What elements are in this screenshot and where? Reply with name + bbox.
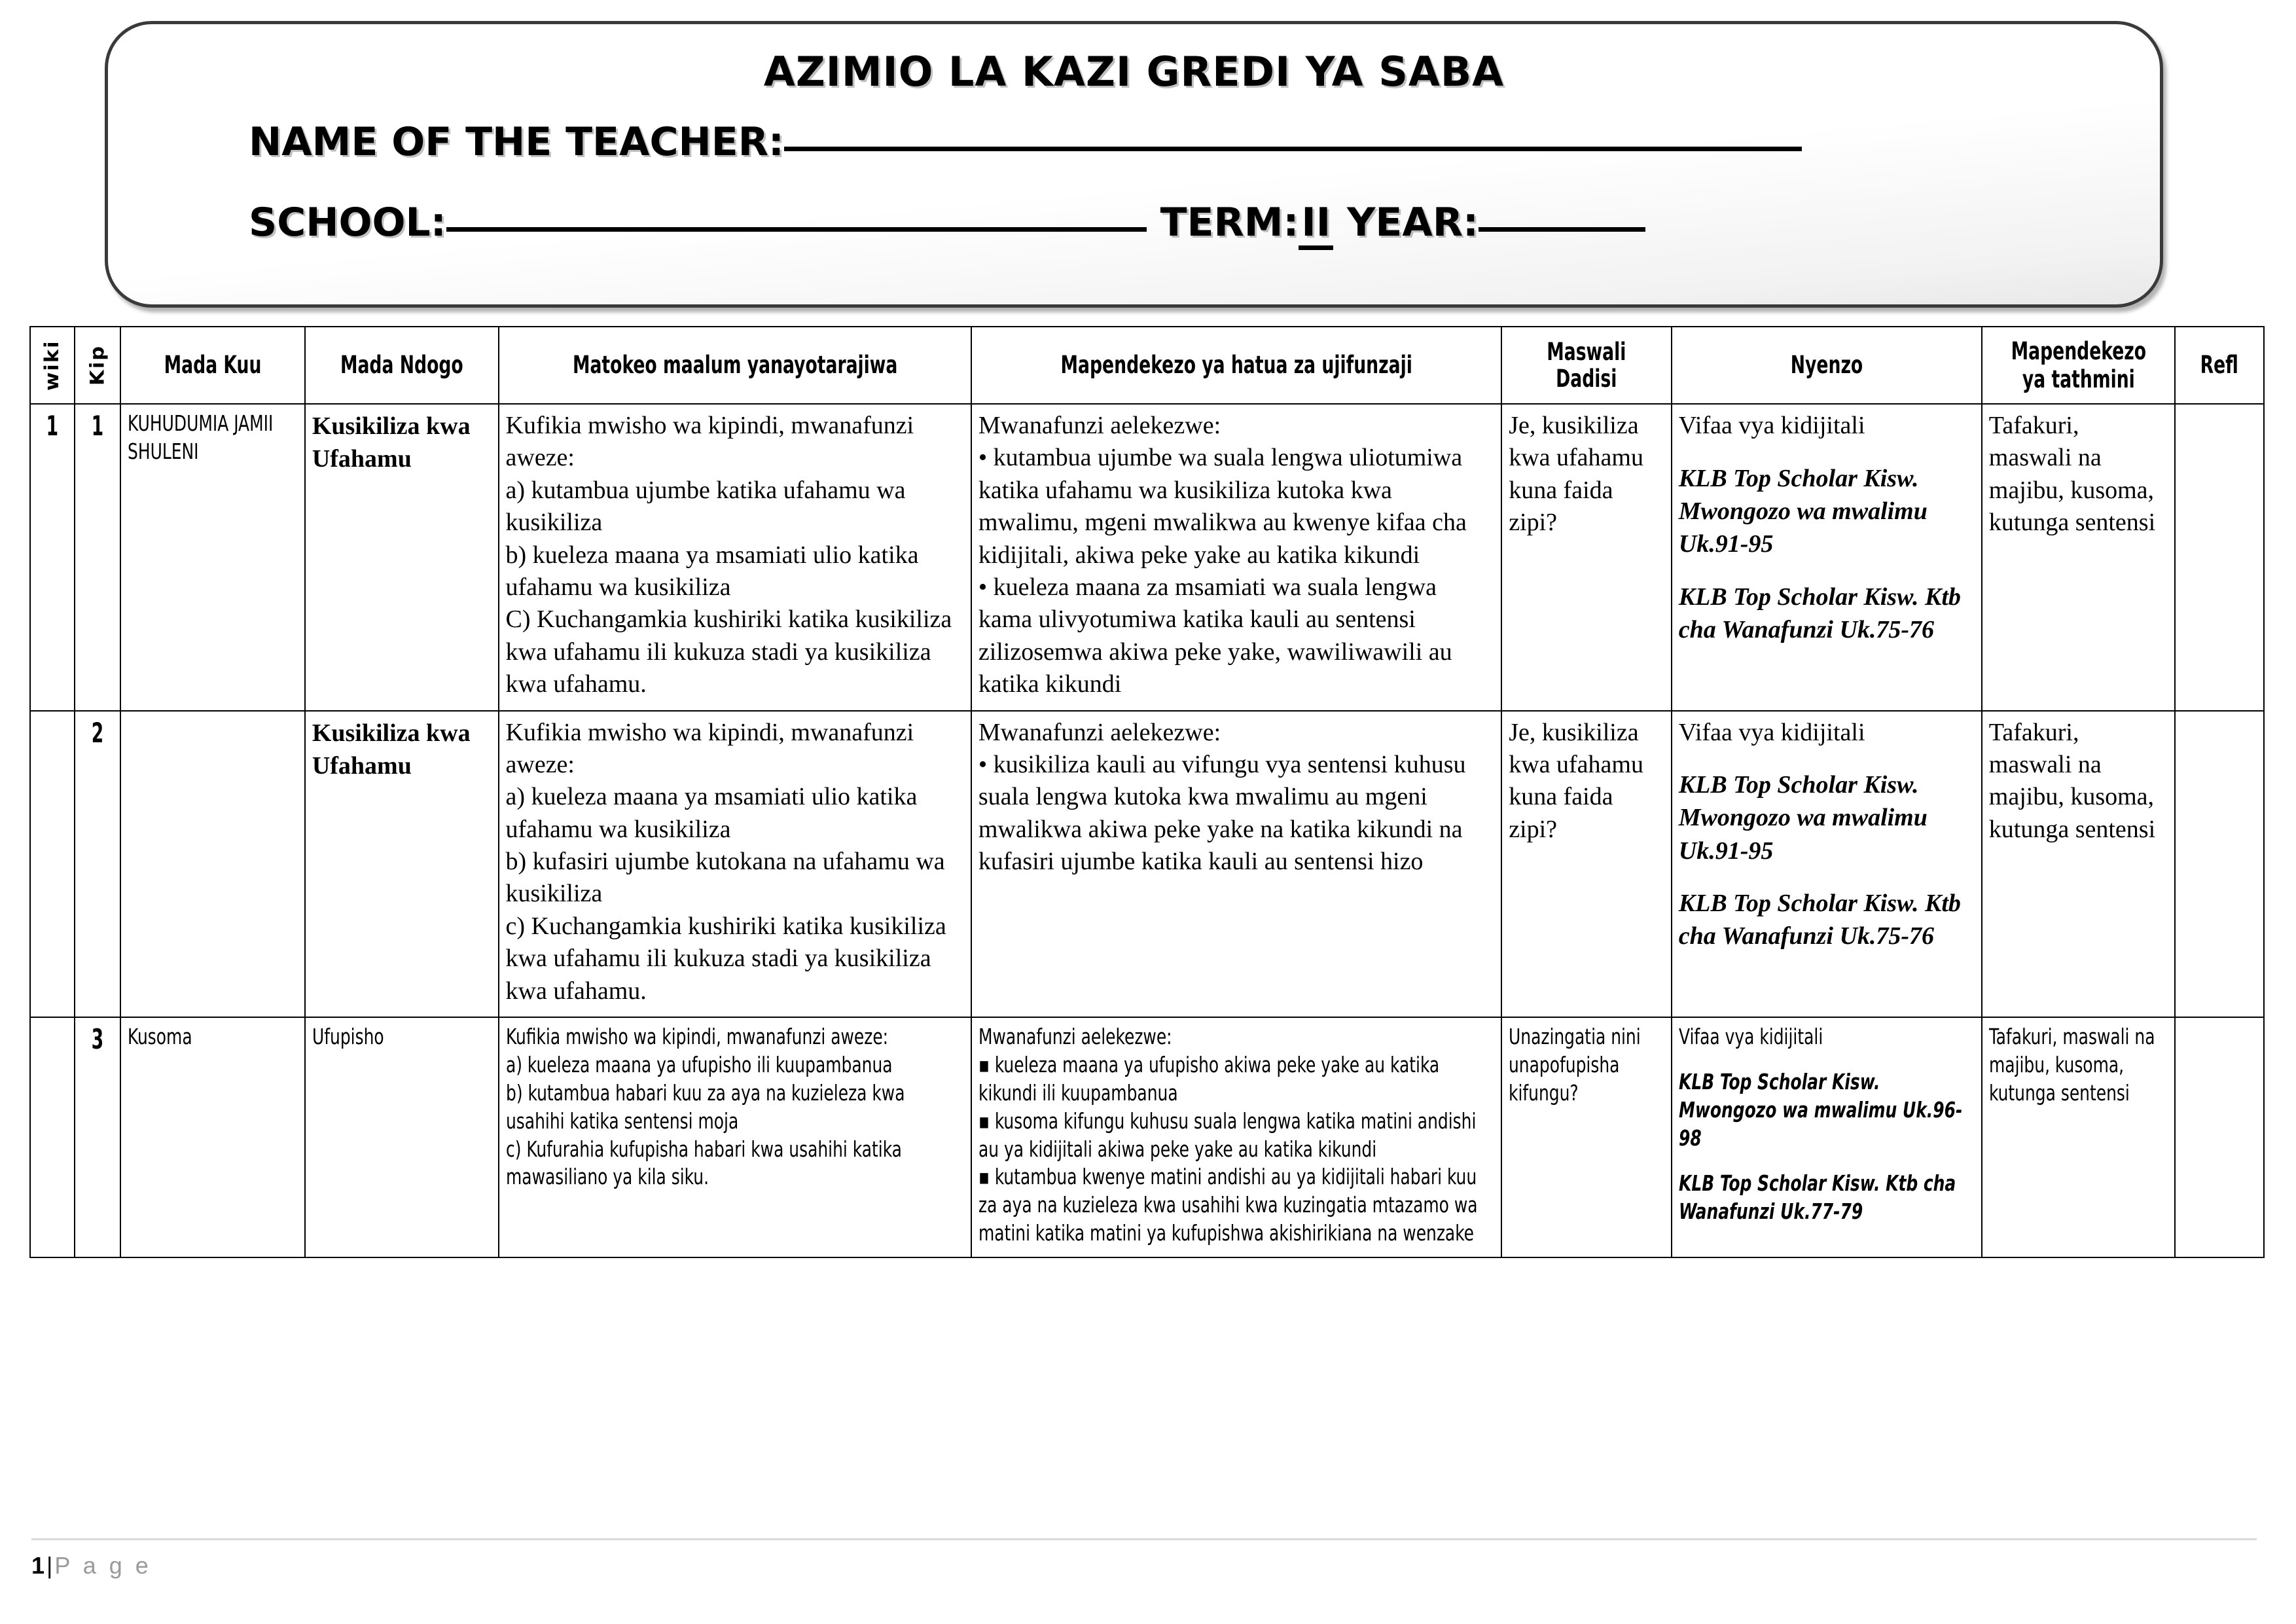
school-label: SCHOOL: [249, 200, 446, 245]
table-body [30, 404, 2264, 1257]
year-label: YEAR: [1333, 200, 1479, 245]
mapendekezo-item: • kutambua ujumbe wa suala lengwa uliotumiwa katika ufahamu wa kusikiliza kutoka kwa mwalimu, mgeni mwalikwa au kwenye kifaa cha kidijitali, akiwa peke yake au katika kikundi [978, 444, 1467, 569]
nyenzo-reference: KLB Top Scholar Kisw. Ktb cha Wanafunzi Uk.75-76 [1678, 890, 1961, 950]
matokeo-item: c) Kuchangamkia kushiriki katika kusikiliza kwa ufahamu ili kukuza stadi ya kusikiliza kwa ufahamu. [505, 912, 946, 1005]
mapendekezo-item: ▪ kusoma kifungu kuhusu suala lengwa katika matini andishi au ya kidijitali akiwa peke yake au katika kikundi [978, 1108, 1477, 1162]
maswali-text: Je, kusikiliza kwa ufahamu kuna faida zipi? [1509, 412, 1643, 537]
cell-wiki [37, 1017, 67, 1257]
school-term-year-field-line [249, 200, 1645, 245]
cell-wiki [37, 711, 67, 1018]
cell-nyenzo [1672, 1017, 1982, 1257]
cell-mapendekezo-hatua [971, 1017, 1501, 1257]
cell-maswali-dadisi [1501, 404, 1672, 711]
cell-matokeo [499, 1017, 971, 1257]
mada-kuu-text: Kusoma [127, 1024, 192, 1050]
matokeo-item: a) kueleza maana ya msamiati ulio katika ufahamu wa kusikiliza [505, 783, 918, 843]
matokeo-intro: Kufikia mwisho wa kipindi, mwanafunzi aweze: [505, 412, 914, 472]
cell-refl[interactable] [2175, 1017, 2264, 1257]
column-header-mada-kuu: Mada Kuu [139, 327, 287, 404]
cell-mapendekezo-hatua [971, 404, 1501, 711]
column-header-nyenzo: Nyenzo [1702, 327, 1950, 404]
column-header-mapendekezo-tathmini [2001, 327, 2156, 404]
matokeo-item: b) kueleza maana ya msamiati ulio katika ufahamu wa kusikiliza [505, 541, 919, 601]
mada-ndogo-text: Ufupisho [312, 1024, 384, 1050]
nyenzo-plain-text: Vifaa vya kidijitali [1678, 1024, 1823, 1050]
mapendekezo-item: • kueleza maana za msamiati wa suala lengwa kama ulivyotumiwa katika kauli au sentensi zilizosemwa akiwa peke yake, wawiliwawili au katika kikundi [978, 573, 1452, 698]
footer-page-number: 1 [31, 1552, 45, 1579]
cell-mada-kuu [120, 404, 305, 711]
matokeo-item: a) kutambua ujumbe katika ufahamu wa kusikiliza [505, 476, 906, 537]
mada-kuu-text: KUHUDUMIA JAMII SHULENI [127, 410, 274, 464]
tathmini-header-line2: ya tathmini [2022, 365, 2135, 393]
table-row [30, 404, 2264, 711]
mapendekezo-item: ▪ kueleza maana ya ufupisho akiwa peke yake au katika kikundi ili kuupambanua [978, 1051, 1440, 1106]
nyenzo-reference: KLB Top Scholar Kisw. Ktb cha Wanafunzi Uk.75-76 [1678, 583, 1961, 643]
cell-matokeo [499, 404, 971, 711]
cell-mapendekezo-hatua [971, 711, 1501, 1018]
column-header-wiki: wiki [33, 327, 71, 404]
term-label: TERM: [1146, 200, 1299, 245]
cell-mada-kuu [120, 711, 305, 1018]
teacher-name-field-line [249, 119, 1802, 165]
matokeo-item: b) kutambua habari kuu za aya na kuzieleza kwa usahihi katika sentensi moja [505, 1079, 905, 1134]
mapendekezo-intro: Mwanafunzi aelekezwe: [978, 1024, 1172, 1050]
maswali-text: Unazingatia nini unapofupisha kifungu? [1509, 1024, 1641, 1106]
cell-mapendekezo-tathmini [1982, 711, 2176, 1018]
nyenzo-plain-text: Vifaa vya kidijitali [1678, 412, 1865, 439]
tathmini-text: Tafakuri, maswali na majibu, kusoma, kutunga sentensi [1988, 412, 2156, 537]
page-title: AZIMIO LA KAZI GREDI YA SABA [763, 48, 1505, 96]
column-header-kip: Kip [78, 327, 117, 404]
table-header-row [30, 327, 2264, 404]
table-row [30, 711, 2264, 1018]
footer-page-indicator [31, 1552, 2257, 1579]
tathmini-header-line1: Mapendekezo [2011, 336, 2146, 365]
footer-separator: | [46, 1552, 53, 1579]
cell-mada-kuu [120, 1017, 305, 1257]
cell-maswali-dadisi [1501, 711, 1672, 1018]
column-header-maswali-dadisi: Maswali Dadisi [1518, 327, 1655, 404]
cell-refl[interactable] [2175, 404, 2264, 711]
cell-mada-ndogo [305, 1017, 499, 1257]
matokeo-intro: Kufikia mwisho wa kipindi, mwanafunzi aweze: [505, 1024, 888, 1050]
matokeo-intro: Kufikia mwisho wa kipindi, mwanafunzi aweze: [505, 718, 914, 778]
matokeo-item: a) kueleza maana ya ufupisho ili kuupambanua [505, 1051, 893, 1077]
cell-kip: 2 [81, 711, 113, 1018]
document-header-box [105, 21, 2163, 308]
cell-wiki: 1 [37, 404, 67, 711]
tathmini-text: Tafakuri, maswali na majibu, kusoma, kutunga sentensi [1988, 718, 2156, 843]
cell-kip: 1 [81, 404, 113, 711]
footer-divider [31, 1538, 2257, 1540]
cell-matokeo [499, 711, 971, 1018]
column-header-refl: Refl [2184, 327, 2255, 404]
tathmini-text: Tafakuri, maswali na majibu, kusoma, kutunga sentensi [1988, 1024, 2155, 1106]
cell-nyenzo [1672, 404, 1982, 711]
scheme-of-work-table [29, 326, 2265, 1258]
nyenzo-reference: KLB Top Scholar Kisw. Mwongozo wa mwalimu Uk.96-98 [1678, 1069, 1963, 1151]
cell-mada-ndogo [305, 404, 499, 711]
mada-ndogo-text: Kusikiliza kwa Ufahamu [312, 412, 471, 473]
nyenzo-plain-text: Vifaa vya kidijitali [1678, 718, 1865, 746]
mapendekezo-item: • kusikiliza kauli au vifungu vya sentensi kuhusu suala lengwa kutoka kwa mwalimu au mgeni mwalikwa akiwa peke yake na katika kikundi na kufasiri ujumbe katika kauli au sentensi hizo [978, 750, 1466, 876]
matokeo-item: c) Kufurahia kufupisha habari kwa usahihi katika mawasiliano ya kila siku. [505, 1136, 902, 1190]
mada-ndogo-text: Kusikiliza kwa Ufahamu [312, 719, 471, 780]
table-row [30, 1017, 2264, 1257]
cell-mapendekezo-tathmini [1982, 1017, 2176, 1257]
footer-page-word: P a g e [54, 1552, 152, 1579]
cell-maswali-dadisi [1501, 1017, 1672, 1257]
page-footer [31, 1538, 2257, 1579]
column-header-mapendekezo-hatua: Mapendekezo ya hatua za ujifunzaji [1024, 327, 1448, 404]
matokeo-item: b) kufasiri ujumbe kutokana na ufahamu wa kusikiliza [505, 848, 945, 908]
cell-refl[interactable] [2175, 711, 2264, 1018]
cell-mada-ndogo [305, 711, 499, 1018]
cell-mapendekezo-tathmini [1982, 404, 2176, 711]
term-value[interactable]: II [1299, 200, 1333, 250]
cell-kip: 3 [81, 1017, 113, 1257]
mapendekezo-item: ▪ kutambua kwenye matini andishi au ya kidijitali habari kuu za aya na kuzieleza kwa usahihi kwa kuzingatia mtazamo wa matini katika matini ya kufupishwa akishirikiana na wenzake [978, 1164, 1478, 1246]
teacher-name-blank[interactable] [784, 147, 1802, 151]
mapendekezo-intro: Mwanafunzi aelekezwe: [978, 718, 1221, 746]
matokeo-item: C) Kuchangamkia kushiriki katika kusikiliza kwa ufahamu ili kukuza stadi ya kusikiliza kwa ufahamu. [505, 605, 952, 698]
nyenzo-reference: KLB Top Scholar Kisw. Mwongozo wa mwalimu Uk.91-95 [1678, 771, 1928, 865]
maswali-text: Je, kusikiliza kwa ufahamu kuna faida zipi? [1509, 718, 1643, 843]
nyenzo-reference: KLB Top Scholar Kisw. Mwongozo wa mwalimu Uk.91-95 [1678, 464, 1928, 558]
teacher-name-label: NAME OF THE TEACHER: [249, 119, 784, 165]
cell-nyenzo [1672, 711, 1982, 1018]
column-header-mada-ndogo: Mada Ndogo [324, 327, 479, 404]
nyenzo-reference: KLB Top Scholar Kisw. Ktb cha Wanafunzi Uk.77-79 [1678, 1170, 1956, 1225]
column-header-matokeo: Matokeo maalum yanayotarajiwa [546, 327, 924, 404]
school-blank[interactable] [446, 227, 1147, 232]
year-blank[interactable] [1479, 227, 1645, 232]
mapendekezo-intro: Mwanafunzi aelekezwe: [978, 412, 1221, 439]
